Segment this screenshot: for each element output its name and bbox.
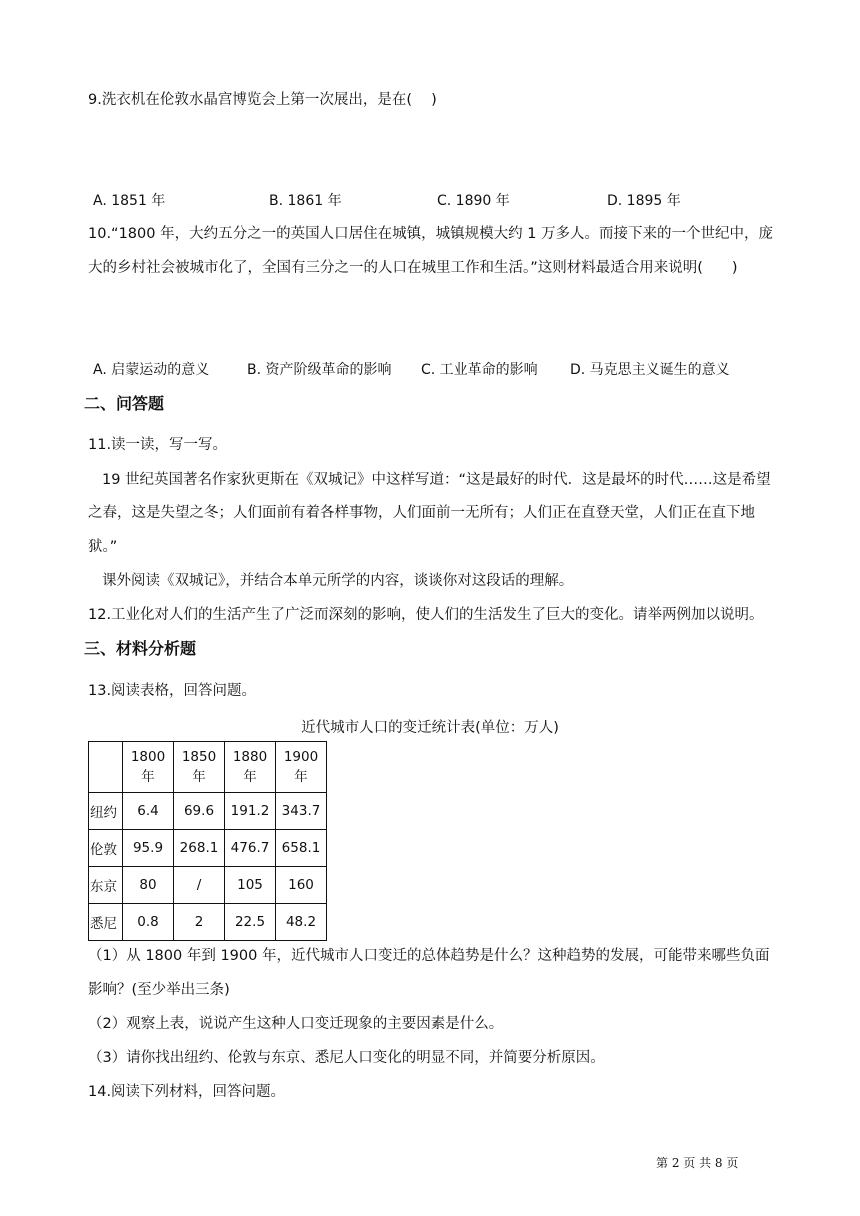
table-cell: 343.7 (276, 793, 327, 830)
question-10-option-a: A. 启蒙运动的意义 (93, 362, 210, 378)
question-14-stem: 14.阅读下列材料，回答问题。 (88, 1084, 286, 1100)
question-10-option-c: C. 工业革命的影响 (421, 362, 538, 378)
table-cell: 22.5 (225, 904, 276, 941)
page-number-footer: 第 2 页 共 8 页 (656, 1156, 739, 1170)
question-11-stem: 11.读一读，写一写。 (88, 437, 228, 453)
table-cell: 268.1 (174, 830, 225, 867)
question-13-sub-1-line-2: 影响？(至少举出三条) (88, 982, 230, 998)
question-9-option-a: A. 1851 年 (93, 193, 166, 209)
section-2-heading: 二、问答题 (84, 394, 165, 413)
question-13-sub-2: （2）观察上表，说说产生这种人口变迁现象的主要因素是什么。 (88, 1016, 504, 1032)
table-row (89, 867, 327, 904)
question-9-option-c: C. 1890 年 (437, 193, 510, 209)
table-cell: 2 (174, 904, 225, 941)
table-header-row (89, 742, 327, 793)
question-9-option-b: B. 1861 年 (269, 193, 342, 209)
table-header-year: 1900 年 (276, 742, 327, 793)
question-9-option-d: D. 1895 年 (607, 193, 681, 209)
question-10-line-2: 大的乡村社会被城市化了，全国有三分之一的人口在城里工作和生活。”这则材料最适合用来说明( ) (88, 260, 738, 276)
table-cell: 658.1 (276, 830, 327, 867)
table-cell: 95.9 (123, 830, 174, 867)
question-13-sub-3: （3）请你找出纽约、伦敦与东京、悉尼人口变化的明显不同，并简要分析原因。 (88, 1050, 605, 1066)
table-row-city: 东京 (89, 867, 123, 904)
question-12-stem: 12.工业化对人们的生活产生了广泛而深刻的影响，使人们的生活发生了巨大的变化。请举两例加以说明。 (88, 607, 764, 623)
question-9-stem: 9.洗衣机在伦敦水晶宫博览会上第一次展出，是在( ) (88, 92, 437, 108)
table-cell: 0.8 (123, 904, 174, 941)
question-10-line-1: 10.“1800 年，大约五分之一的英国人口居住在城镇，城镇规模大约 1 万多人。而接下来的一个世纪中，庞 (88, 226, 774, 242)
question-10-option-b: B. 资产阶级革命的影响 (247, 362, 392, 378)
question-10-option-d: D. 马克思主义诞生的意义 (570, 362, 730, 378)
table-row (89, 830, 327, 867)
table-row (89, 793, 327, 830)
table-row (89, 904, 327, 941)
table-cell: 105 (225, 867, 276, 904)
question-13-sub-1-line-1: （1）从 1800 年到 1900 年，近代城市人口变迁的总体趋势是什么？这种趋势的发展，可能带来哪些负面 (88, 948, 770, 964)
section-3-heading: 三、材料分析题 (84, 639, 197, 658)
table-row-city: 悉尼 (89, 904, 123, 941)
table-header-year: 1800 年 (123, 742, 174, 793)
table-cell: 48.2 (276, 904, 327, 941)
table-cell: / (174, 867, 225, 904)
table-cell: 160 (276, 867, 327, 904)
table-cell: 476.7 (225, 830, 276, 867)
table-cell: 69.6 (174, 793, 225, 830)
table-cell: 191.2 (225, 793, 276, 830)
table-cell: 6.4 (123, 793, 174, 830)
population-table (88, 741, 327, 941)
question-11-paragraph-1: 19 世纪英国著名作家狄更斯在《双城记》中这样写道：“这是最好的时代．这是最坏的时代……这是希望 (102, 472, 771, 488)
question-11-paragraph-4: 课外阅读《双城记》，并结合本单元所学的内容，谈谈你对这段话的理解。 (102, 573, 574, 589)
table-cell: 80 (123, 867, 174, 904)
table-corner-cell (89, 742, 123, 793)
table-header-year: 1850 年 (174, 742, 225, 793)
question-11-paragraph-3: 狱。” (88, 539, 118, 555)
table-header-year: 1880 年 (225, 742, 276, 793)
table-row-city: 纽约 (89, 793, 123, 830)
question-11-paragraph-2: 之春，这是失望之冬；人们面前有着各样事物，人们面前一无所有；人们正在直登天堂，人们正在直下地 (88, 505, 755, 521)
question-13-stem: 13.阅读表格，回答问题。 (88, 683, 257, 699)
table-row-city: 伦敦 (89, 830, 123, 867)
table-caption: 近代城市人口的变迁统计表(单位：万人) (301, 720, 559, 736)
